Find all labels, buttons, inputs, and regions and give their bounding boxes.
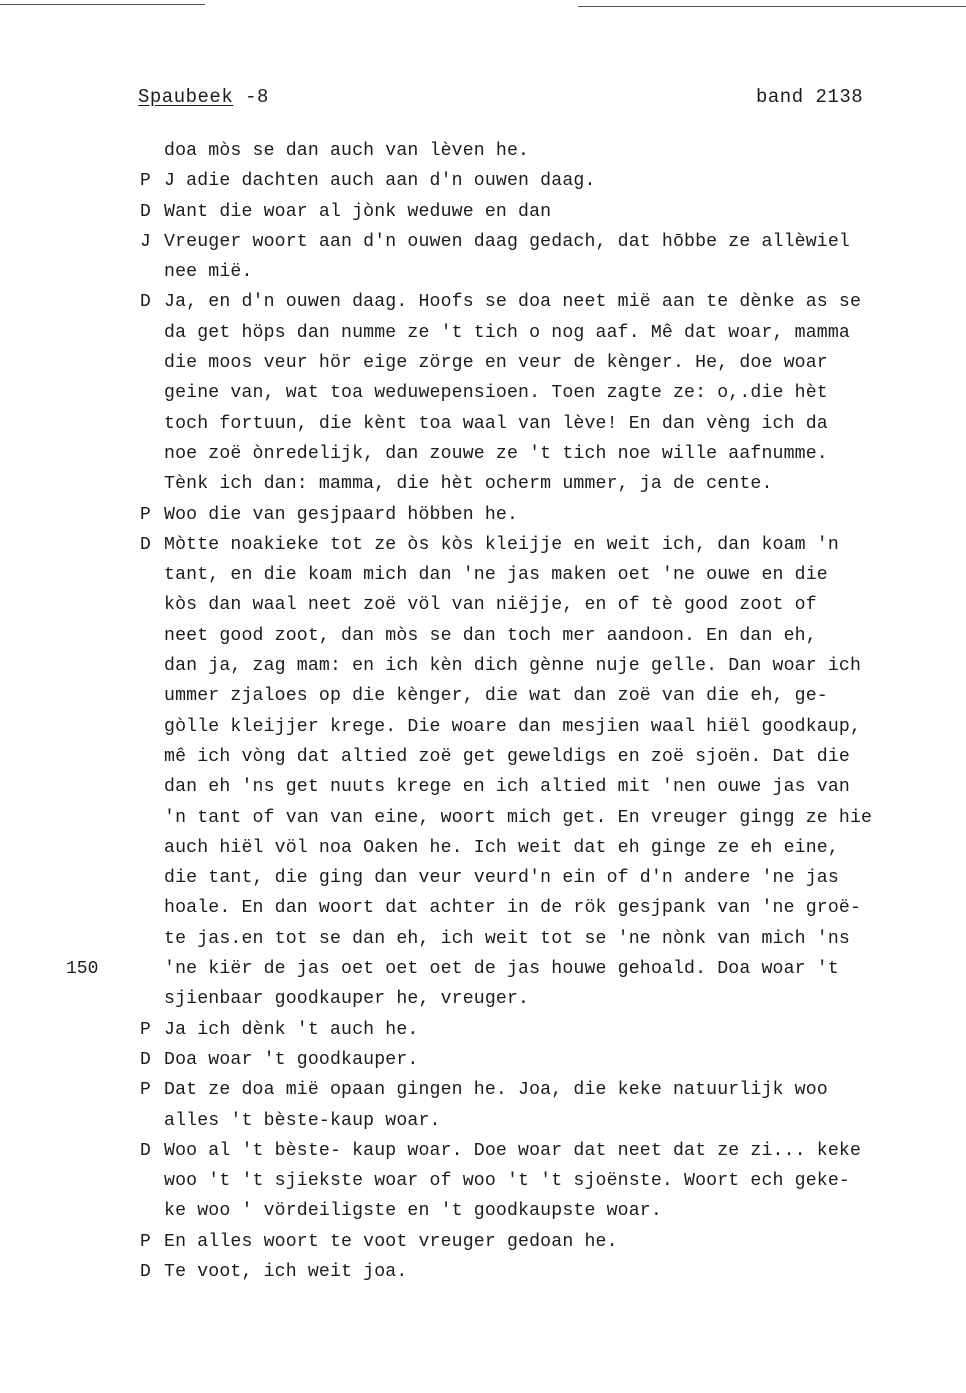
transcript-text: da get höps dan numme ze 't tich o nog aaf. Mê dat woar, mamma (164, 322, 850, 343)
transcript-line (0, 833, 966, 863)
transcript-text: 'n tant of van van eine, woort mich get. En vreuger gingg ze hie (164, 807, 873, 828)
transcript-text: die moos veur hör eige zörge en veur de kènger. He, doe woar (164, 353, 828, 374)
speaker-label: P (140, 1080, 151, 1101)
transcript-line (0, 348, 966, 378)
transcript-line (0, 1227, 966, 1257)
transcript-line (0, 651, 966, 681)
top-scan-line-left (0, 4, 205, 5)
transcript-text: Tènk ich dan: mamma, die hèt ocherm ummer, ja de cente. (164, 474, 773, 495)
transcript-line (0, 772, 966, 802)
speaker-label: P (140, 1231, 151, 1252)
transcript-line (0, 560, 966, 590)
transcript-text: neet good zoot, dan mòs se dan toch mer aandoon. En dan eh, (164, 625, 817, 646)
transcript-line (0, 1136, 966, 1166)
transcript-text: te jas.en tot se dan eh, ich weit tot se 'ne nònk van mich 'ns (164, 928, 850, 949)
transcript-text: die tant, die ging dan veur veurd'n ein of d'n andere 'ne jas (164, 868, 839, 889)
transcript-line (0, 166, 966, 196)
transcript-text: ke woo ' vördeiligste en 't goodkaupste woar. (164, 1201, 662, 1222)
transcript-line (0, 1166, 966, 1196)
transcript-text: mê ich vòng dat altied zoë get geweldigs en zoë sjoën. Dat die (164, 746, 850, 767)
transcript-line (0, 409, 966, 439)
speaker-label: D (140, 534, 151, 555)
transcript-text: toch fortuun, die kènt toa waal van lève! En dan vèng ich da (164, 413, 828, 434)
transcript-line (0, 954, 966, 984)
transcript-line (0, 1015, 966, 1045)
speaker-label: P (140, 1019, 151, 1040)
transcript-text: ummer zjaloes op die kènger, die wat dan zoë van die eh, ge- (164, 686, 828, 707)
transcript-text: kòs dan waal neet zoë völ van niëjje, en of tè good zoot of (164, 595, 817, 616)
transcript-text: 'ne kiër de jas oet oet oet de jas houwe gehoald. Doa woar 't (164, 959, 839, 980)
transcript-text: noe zoë ònredelijk, dan zouwe ze 't tich noe wille aafnumme. (164, 443, 828, 464)
transcript-text: nee mië. (164, 262, 253, 283)
transcript-line (0, 136, 966, 166)
location-name: Spaubeek (138, 86, 234, 108)
transcript-text: Ja ich dènk 't auch he. (164, 1019, 419, 1040)
transcript-line (0, 500, 966, 530)
speaker-label: D (140, 1140, 151, 1161)
transcript-text: hoale. En dan woort dat achter in de rök gesjpank van 'ne groë- (164, 898, 862, 919)
transcript-text: Mòtte noakieke tot ze òs kòs kleijje en weit ich, dan koam 'n (164, 534, 839, 555)
transcript-line (0, 590, 966, 620)
transcript-line (0, 893, 966, 923)
transcript-text: geine van, wat toa weduwepensioen. Toen zagte ze: o,.die hèt (164, 383, 828, 404)
transcript-text: Dat ze doa mië opaan gingen he. Joa, die keke natuurlijk woo (164, 1080, 828, 1101)
transcript-line (0, 1045, 966, 1075)
transcript-text: sjienbaar goodkauper he, vreuger. (164, 989, 530, 1010)
transcript-text: Te voot, ich weit joa. (164, 1261, 408, 1282)
transcript-line (0, 257, 966, 287)
transcript-line (0, 621, 966, 651)
top-scan-line-right (578, 6, 966, 7)
transcript-line (0, 1196, 966, 1226)
page-header-left (138, 86, 269, 108)
transcript-line (0, 742, 966, 772)
speaker-label: P (140, 504, 151, 525)
speaker-label: D (140, 292, 151, 313)
transcript-text: alles 't bèste-kaup woar. (164, 1110, 441, 1131)
transcript-text: Want die woar al jònk weduwe en dan (164, 201, 552, 222)
transcript-line (0, 924, 966, 954)
transcript-text: J adie dachten auch aan d'n ouwen daag. (164, 171, 596, 192)
transcript-line (0, 1075, 966, 1105)
transcript-line (0, 197, 966, 227)
transcript-text: dan ja, zag mam: en ich kèn dich gènne nuje gelle. Dan woar ich (164, 656, 862, 677)
band-label: band 2138 (756, 86, 864, 108)
transcript-text: auch hiël völ noa Oaken he. Ich weit dat eh ginge ze eh eine, (164, 837, 839, 858)
transcript-text: Doa woar 't goodkauper. (164, 1049, 419, 1070)
transcript-line (0, 1106, 966, 1136)
page-number: -8 (245, 86, 269, 108)
transcript-text: tant, en die koam mich dan 'ne jas maken oet 'ne ouwe en die (164, 565, 828, 586)
transcript-text: En alles woort te voot vreuger gedoan he. (164, 1231, 618, 1252)
transcript-line (0, 469, 966, 499)
transcript-line (0, 530, 966, 560)
transcript-text: dan eh 'ns get nuuts krege en ich altied mit 'nen ouwe jas van (164, 777, 850, 798)
line-number: 150 (66, 959, 99, 980)
transcript-line (0, 712, 966, 742)
transcript-line (0, 1257, 966, 1287)
speaker-label: J (140, 231, 151, 252)
transcript-text: gòlle kleijjer krege. Die woare dan mesjien waal hiël goodkaup, (164, 716, 862, 737)
transcript-text: doa mòs se dan auch van lèven he. (164, 141, 530, 161)
transcript-line (0, 863, 966, 893)
transcript-text: Ja, en d'n ouwen daag. Hoofs se doa neet mië aan te dènke as se (164, 292, 862, 313)
transcript-line (0, 318, 966, 348)
speaker-label: D (140, 1049, 151, 1070)
transcript-line (0, 227, 966, 257)
transcript-line (0, 681, 966, 711)
transcript-body (0, 136, 966, 1287)
transcript-line (0, 984, 966, 1014)
transcript-line (0, 439, 966, 469)
transcript-text: Woo die van gesjpaard höbben he. (164, 504, 519, 525)
transcript-text: woo 't 't sjiekste woar of woo 't 't sjoënste. Woort ech geke- (164, 1171, 850, 1192)
speaker-label: D (140, 201, 151, 222)
speaker-label: D (140, 1261, 151, 1282)
transcript-line (0, 287, 966, 317)
transcript-line (0, 378, 966, 408)
transcript-text: Vreuger woort aan d'n ouwen daag gedach, dat hōbbe ze allèwiel (164, 231, 850, 252)
speaker-label: P (140, 171, 151, 192)
transcript-line (0, 803, 966, 833)
transcript-text: Woo al 't bèste- kaup woar. Doe woar dat neet dat ze zi... keke (164, 1140, 862, 1161)
